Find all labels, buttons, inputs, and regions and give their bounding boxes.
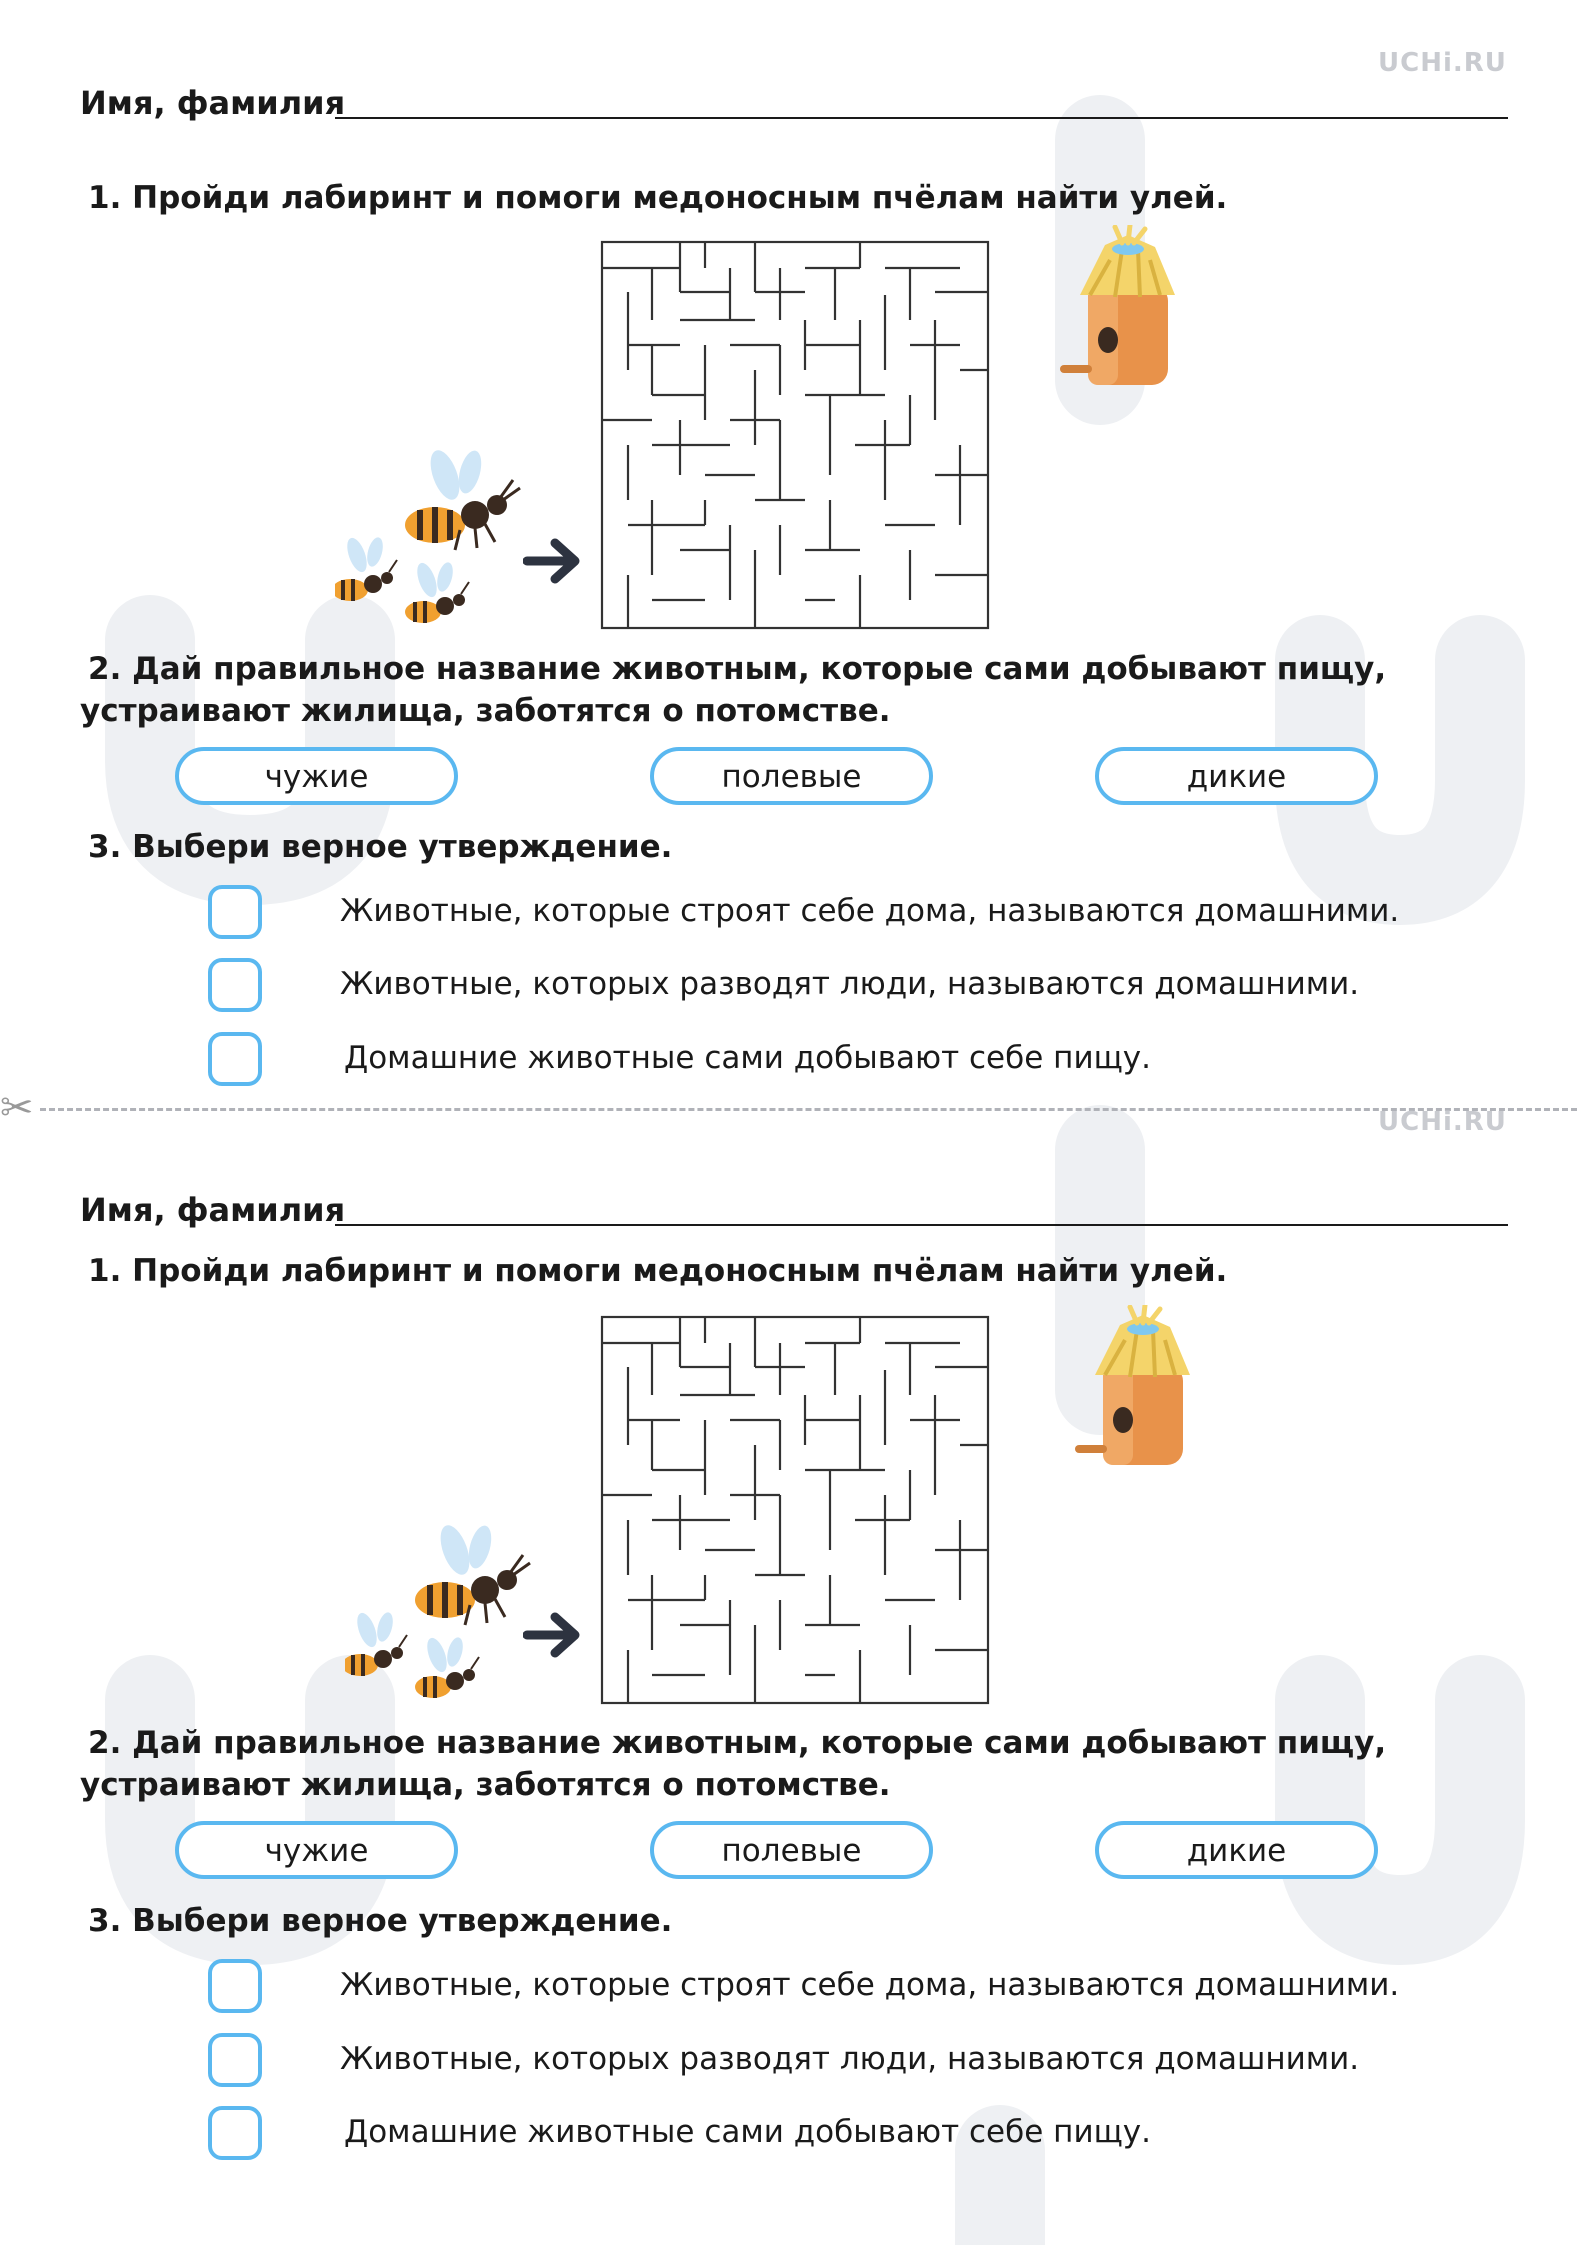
statement-option — [208, 2033, 1408, 2091]
answer-pill-chuzhie[interactable]: чужие — [175, 1821, 458, 1879]
answer-pill-dikie[interactable]: дикие — [1095, 1821, 1378, 1879]
statement-text: Животные, которых разводят люди, называются домашними. — [340, 966, 1360, 1002]
statement-option — [208, 958, 1408, 1016]
question-1-title: 1. Пройди лабиринт и помоги медоносным пчёлам найти улей. — [88, 1253, 1228, 1289]
bees-icon — [345, 1525, 545, 1705]
statement-text: Животные, которых разводят люди, называются домашними. — [340, 2041, 1360, 2077]
statement-option — [208, 885, 1408, 943]
question-2-title: 2. Дай правильное название животным, которые сами добывают пищу, — [88, 1725, 1387, 1761]
statement-checkbox[interactable] — [208, 2033, 262, 2087]
statement-option — [208, 1959, 1408, 2017]
beehive-icon — [1075, 1305, 1205, 1475]
brand-logo: UCHi.RU — [1378, 48, 1507, 78]
statement-checkbox[interactable] — [208, 1959, 262, 2013]
beehive-icon — [1060, 225, 1190, 395]
question-2-title-line2: устраивают жилища, заботятся о потомстве. — [80, 693, 891, 729]
bees-icon — [335, 450, 535, 630]
name-field[interactable] — [335, 117, 1508, 119]
answer-pill-polevye[interactable]: полевые — [650, 1821, 933, 1879]
name-label: Имя, фамилия — [80, 84, 346, 122]
statement-checkbox[interactable] — [208, 885, 262, 939]
statement-checkbox[interactable] — [208, 958, 262, 1012]
name-label: Имя, фамилия — [80, 1191, 346, 1229]
question-2-title-line2: устраивают жилища, заботятся о потомстве. — [80, 1767, 891, 1803]
answer-pill-polevye[interactable]: полевые — [650, 747, 933, 805]
question-3-title: 3. Выбери верное утверждение. — [88, 1903, 673, 1939]
worksheet-top — [0, 0, 1587, 1076]
answer-pill-chuzhie[interactable]: чужие — [175, 747, 458, 805]
brand-logo: UCHi.RU — [1378, 1107, 1507, 1137]
statement-option — [208, 2106, 1408, 2150]
statement-checkbox[interactable] — [208, 2106, 262, 2160]
name-row — [80, 84, 1508, 124]
arrow-right-icon — [523, 538, 583, 584]
scissors-icon: ✂ — [0, 1085, 34, 1131]
maze[interactable] — [600, 1315, 990, 1705]
arrow-right-icon — [523, 1612, 583, 1658]
worksheet-bottom — [0, 1075, 1587, 2150]
question-2-title: 2. Дай правильное название животным, которые сами добывают пищу, — [88, 651, 1387, 687]
answer-pill-dikie[interactable]: дикие — [1095, 747, 1378, 805]
name-row — [80, 1191, 1508, 1231]
question-1-title: 1. Пройди лабиринт и помоги медоносным пчёлам найти улей. — [88, 180, 1228, 216]
statement-text: Домашние животные сами добывают себе пищу. — [344, 2114, 1151, 2150]
statement-text: Животные, которые строят себе дома, называются домашними. — [340, 893, 1400, 929]
question-3-title: 3. Выбери верное утверждение. — [88, 829, 673, 865]
statement-text: Животные, которые строят себе дома, называются домашними. — [340, 1967, 1400, 2003]
name-field[interactable] — [335, 1224, 1508, 1226]
statement-text: Домашние животные сами добывают себе пищу. — [344, 1040, 1151, 1076]
maze[interactable] — [600, 240, 990, 630]
